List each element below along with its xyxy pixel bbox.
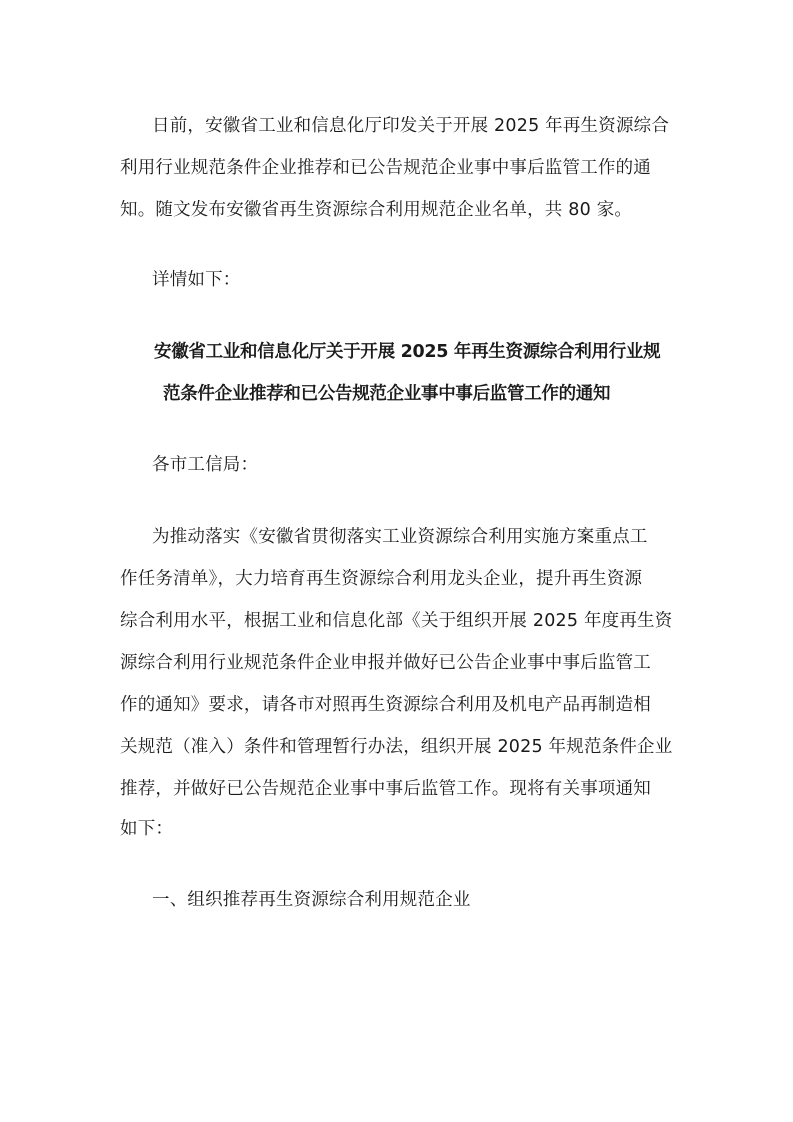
notice-title-line-2: 范条件企业推荐和已公告规范企业事中事后监管工作的通知 bbox=[163, 384, 611, 404]
details-label: 详情如下： bbox=[152, 270, 241, 290]
intro-line-1: 日前，安徽省工业和信息化厅印发关于开展 2025 年再生资源综合 bbox=[152, 116, 670, 136]
body-line-4: 源综合利用行业规范条件企业申报并做好已公告企业事中事后监管工 bbox=[120, 653, 651, 673]
section-heading-1: 一、组织推荐再生资源综合利用规范企业 bbox=[152, 890, 471, 910]
body-line-5: 作的通知》要求，请各市对照再生资源综合利用及机电产品再制造相 bbox=[120, 695, 651, 715]
body-line-8: 如下： bbox=[120, 819, 174, 839]
body-line-3: 综合利用水平，根据工业和信息化部《关于组织开展 2025 年度再生资 bbox=[120, 611, 673, 631]
notice-title-line-1: 安徽省工业和信息化厅关于开展 2025 年再生资源综合利用行业规 bbox=[154, 342, 661, 362]
intro-line-3: 知。随文发布安徽省再生资源综合利用规范企业名单，共 80 家。 bbox=[120, 200, 633, 220]
salutation: 各市工信局： bbox=[152, 455, 259, 475]
body-line-7: 推荐，并做好已公告规范企业事中事后监管工作。现将有关事项通知 bbox=[120, 779, 651, 799]
body-line-2: 作任务清单》，大力培育再生资源综合利用龙头企业，提升再生资源 bbox=[120, 569, 643, 589]
intro-line-2: 利用行业规范条件企业推荐和已公告规范企业事中事后监管工作的通 bbox=[120, 158, 651, 178]
body-line-6: 关规范（准入）条件和管理暂行办法，组织开展 2025 年规范条件企业 bbox=[120, 737, 673, 757]
body-line-1: 为推动落实《安徽省贯彻落实工业资源综合利用实施方案重点工 bbox=[152, 527, 648, 547]
